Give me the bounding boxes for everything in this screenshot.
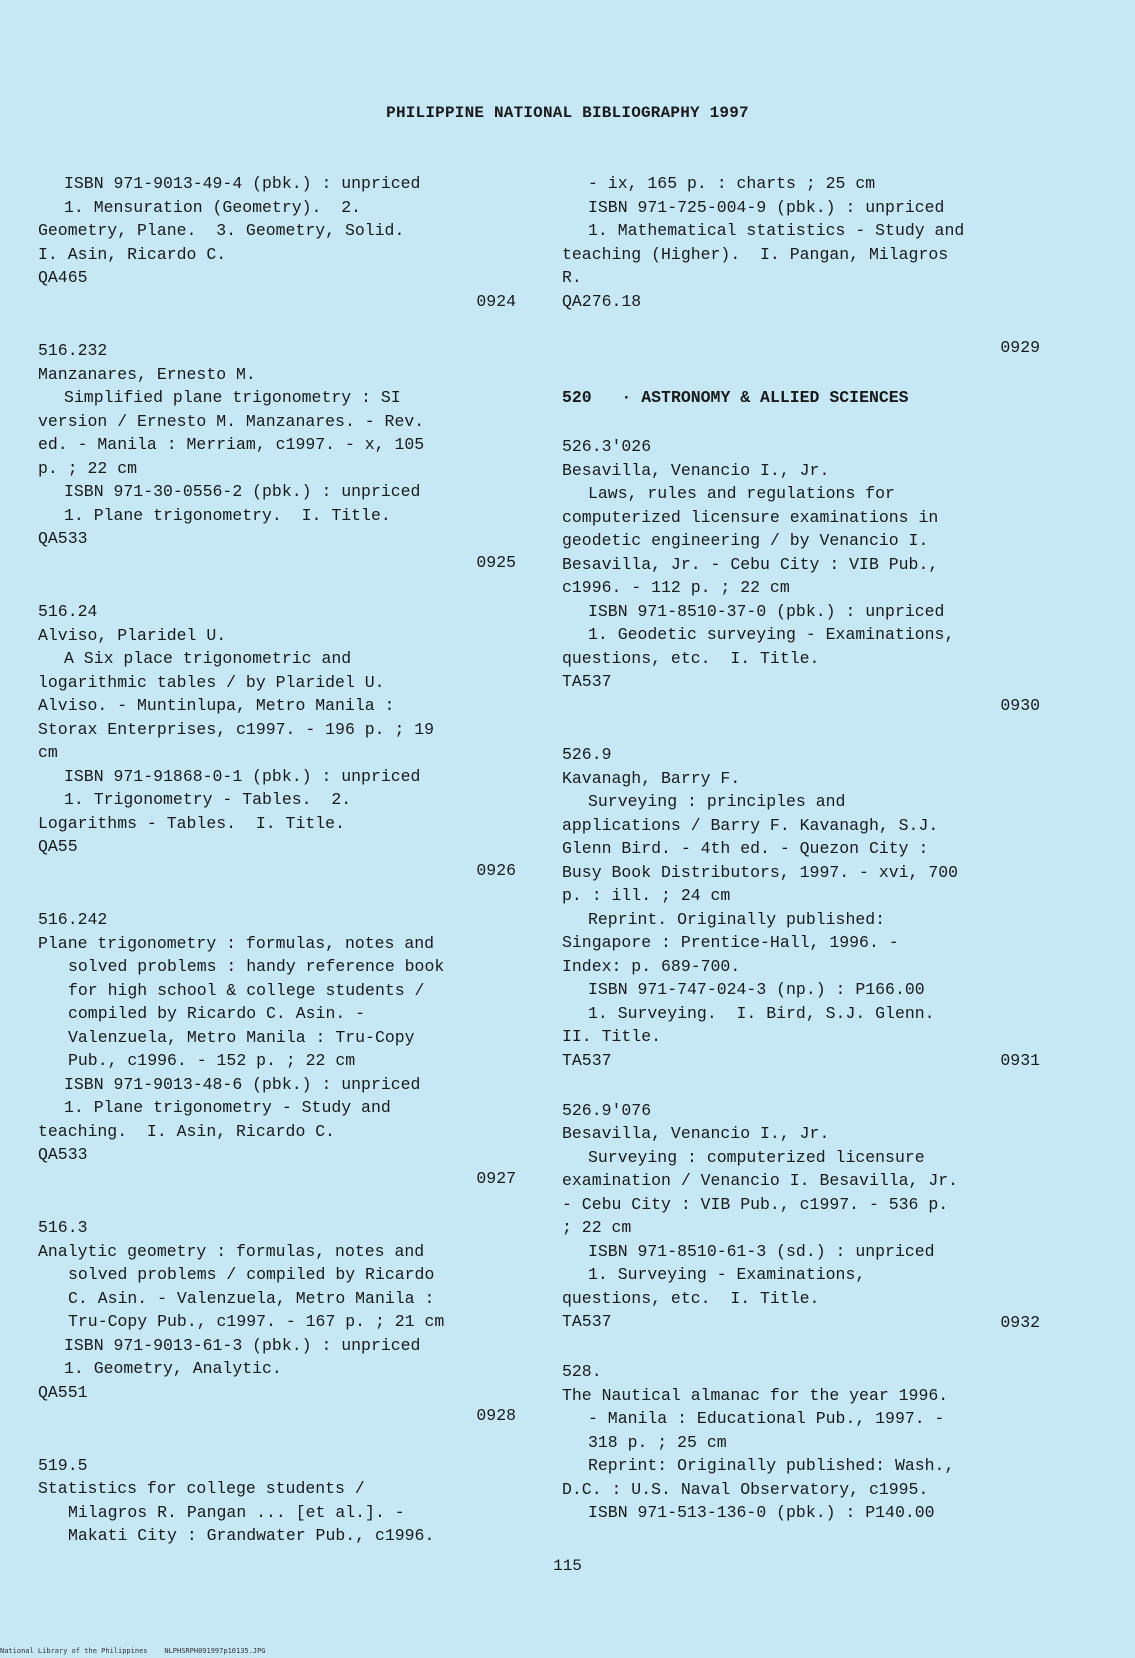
isbn: ISBN 971-8510-61-3 (sd.) : unpriced	[588, 1241, 935, 1261]
class-number: 516.24	[38, 602, 98, 621]
call-number: QA55	[38, 837, 78, 856]
isbn: ISBN 971-91868-0-1 (pbk.) : unpriced	[64, 766, 421, 786]
title: Valenzuela, Metro Manila : Tru-Copy	[68, 1027, 415, 1047]
isbn: ISBN 971-9013-49-4 (pbk.) : unpriced	[64, 174, 421, 193]
title: The Nautical almanac for the year 1996.	[562, 1385, 949, 1405]
subject: 1. Geometry, Analytic.	[64, 1359, 282, 1378]
entry-0931	[562, 743, 1052, 1073]
subject: questions, etc. I. Title.	[562, 1288, 820, 1308]
entry-0924	[38, 172, 528, 313]
author: Besavilla, Venancio I., Jr.	[562, 460, 830, 480]
title: ed. - Manila : Merriam, c1997. - x, 105	[38, 435, 425, 454]
title: Simplified plane trigonometry : SI	[64, 388, 401, 407]
author: Manzanares, Ernesto M.	[38, 364, 256, 384]
subject: Logarithms - Tables. I. Title.	[38, 813, 345, 833]
isbn: ISBN 971-30-0556-2 (pbk.) : unpriced	[64, 482, 421, 501]
title: C. Asin. - Valenzuela, Metro Manila :	[68, 1288, 435, 1308]
title: computerized licensure examinations in	[562, 507, 939, 527]
note: Index: p. 689-700.	[562, 956, 741, 976]
subject: 1. Trigonometry - Tables. 2.	[64, 790, 352, 809]
author: Alviso, Plaridel U.	[38, 625, 227, 645]
title: Glenn Bird. - 4th ed. - Quezon City :	[562, 839, 929, 858]
subject: 1. Mathematical statistics - Study and	[588, 221, 965, 240]
subject: teaching. I. Asin, Ricardo C.	[38, 1121, 336, 1141]
title: solved problems : handy reference book	[68, 957, 445, 976]
class-number: 528.	[562, 1362, 602, 1381]
title: ; 22 cm	[562, 1218, 632, 1237]
entry-0928	[38, 1216, 528, 1428]
title: cm	[38, 743, 58, 762]
scan-footer: National Library of the Philippines NLPHSRPH091997p10135.JPG	[0, 1647, 266, 1655]
entry-0925	[38, 339, 528, 574]
entry-0927	[38, 908, 528, 1190]
entry-0932	[562, 1099, 1052, 1335]
subject: 1. Geodetic surveying - Examinations,	[588, 625, 955, 644]
title: Besavilla, Jr. - Cebu City : VIB Pub.,	[562, 554, 939, 574]
entry-0930	[562, 435, 1052, 717]
title: p. : ill. ; 24 cm	[562, 886, 731, 905]
title: logarithmic tables / by Plaridel U.	[38, 672, 385, 692]
title: Milagros R. Pangan ... [et al.]. -	[68, 1502, 405, 1522]
note: D.C. : U.S. Naval Observatory, c1995.	[562, 1479, 929, 1499]
entry-0933-start	[562, 1360, 1052, 1525]
subject: R.	[562, 268, 582, 287]
isbn: ISBN 971-9013-61-3 (pbk.) : unpriced	[64, 1335, 421, 1355]
subject: 1. Surveying. I. Bird, S.J. Glenn.	[588, 1003, 935, 1023]
title: Pub., c1996. - 152 p. ; 22 cm	[68, 1051, 356, 1070]
title: Alviso. - Muntinlupa, Metro Manila :	[38, 696, 395, 715]
isbn: ISBN 971-8510-37-0 (pbk.) : unpriced	[588, 601, 945, 621]
title: Plane trigonometry : formulas, notes and	[38, 933, 435, 953]
note: Singapore : Prentice-Hall, 1996. -	[562, 933, 899, 952]
class-number: 516.3	[38, 1218, 88, 1237]
subject: I. Asin, Ricardo C.	[38, 244, 227, 264]
section-code: 520	[562, 387, 592, 407]
call-number: QA533	[38, 1145, 88, 1164]
note: Reprint: Originally published: Wash.,	[588, 1456, 955, 1475]
call-number: QA551	[38, 1382, 88, 1402]
entry-0929-cont	[562, 172, 1052, 360]
entry-number: 0930	[1000, 695, 1040, 715]
title: Storax Enterprises, c1997. - 196 p. ; 19	[38, 719, 435, 739]
isbn: ISBN 971-513-136-0 (pbk.) : P140.00	[588, 1503, 935, 1522]
title: - Cebu City : VIB Pub., c1997. - 536 p.	[562, 1194, 949, 1214]
entry-number: 0929	[1000, 338, 1040, 357]
subject: Geometry, Plane. 3. Geometry, Solid.	[38, 221, 405, 240]
call-number: TA537	[562, 1050, 612, 1070]
isbn: ISBN 971-725-004-9 (pbk.) : unpriced	[588, 197, 945, 217]
title: solved problems / compiled by Ricardo	[68, 1265, 435, 1284]
section-title: ASTRONOMY & ALLIED SCIENCES	[641, 387, 909, 407]
title: 318 p. ; 25 cm	[588, 1432, 727, 1452]
entry-0926	[38, 600, 528, 882]
section-heading: 520 · ASTRONOMY & ALLIED SCIENCES	[562, 387, 909, 407]
title: - ix, 165 p. : charts ; 25 cm	[588, 174, 876, 193]
call-number: QA465	[38, 268, 88, 287]
subject: 1. Plane trigonometry - Study and	[64, 1098, 391, 1117]
title: Laws, rules and regulations for	[588, 484, 895, 503]
title: compiled by Ricardo C. Asin. -	[68, 1004, 366, 1023]
entry-number: 0927	[476, 1168, 516, 1188]
entry-number: 0932	[1000, 1312, 1040, 1332]
title: A Six place trigonometric and	[64, 649, 352, 668]
call-number: QA276.18	[562, 291, 642, 311]
title: geodetic engineering / by Venancio I.	[562, 531, 929, 550]
class-number: 519.5	[38, 1455, 88, 1475]
title: Busy Book Distributors, 1997. - xvi, 700	[562, 862, 959, 882]
title: for high school & college students /	[68, 980, 425, 1000]
class-number: 526.3'026	[562, 437, 652, 456]
left-column	[38, 172, 528, 1548]
title: c1996. - 112 p. ; 22 cm	[562, 578, 790, 597]
page-number: 115	[553, 1557, 582, 1575]
title: Makati City : Grandwater Pub., c1996.	[68, 1526, 435, 1545]
call-number: TA537	[562, 1312, 612, 1331]
subject: 1. Mensuration (Geometry). 2.	[64, 197, 362, 217]
title: p. ; 22 cm	[38, 458, 138, 478]
author: Kavanagh, Barry F.	[562, 768, 741, 788]
right-column	[562, 172, 1052, 1525]
title: version / Ernesto M. Manzanares. - Rev.	[38, 411, 425, 431]
class-number: 526.9'076	[562, 1100, 652, 1120]
subject: 1. Surveying - Examinations,	[588, 1265, 866, 1284]
subject: teaching (Higher). I. Pangan, Milagros	[562, 244, 949, 264]
isbn: ISBN 971-9013-48-6 (pbk.) : unpriced	[64, 1074, 421, 1094]
entry-0929-start	[38, 1454, 528, 1548]
entry-number: 0928	[476, 1406, 516, 1425]
subject: 1. Plane trigonometry. I. Title.	[64, 505, 391, 525]
call-number: TA537	[562, 672, 612, 691]
title: Surveying : computerized licensure	[588, 1147, 925, 1167]
entry-number: 0924	[476, 291, 516, 311]
call-number: QA533	[38, 529, 88, 548]
page-title: PHILIPPINE NATIONAL BIBLIOGRAPHY 1997	[386, 104, 749, 122]
entry-number: 0926	[476, 860, 516, 880]
title: Statistics for college students /	[38, 1479, 365, 1498]
entry-number: 0925	[476, 552, 516, 572]
title: Tru-Copy Pub., c1997. - 167 p. ; 21 cm	[68, 1312, 445, 1331]
title: Surveying : principles and	[588, 792, 846, 811]
class-number: 516.242	[38, 910, 108, 929]
class-number: 526.9	[562, 745, 612, 764]
title: examination / Venancio I. Besavilla, Jr.	[562, 1171, 959, 1190]
note: Reprint. Originally published:	[588, 909, 886, 929]
title: Analytic geometry : formulas, notes and	[38, 1241, 425, 1261]
title: - Manila : Educational Pub., 1997. -	[588, 1409, 945, 1428]
entry-number: 0931	[1000, 1051, 1040, 1070]
subject: questions, etc. I. Title.	[562, 648, 820, 668]
isbn: ISBN 971-747-024-3 (np.) : P166.00	[588, 980, 925, 999]
title: applications / Barry F. Kavanagh, S.J.	[562, 815, 939, 835]
author: Besavilla, Venancio I., Jr.	[562, 1124, 830, 1143]
class-number: 516.232	[38, 341, 108, 360]
subject: II. Title.	[562, 1027, 662, 1046]
